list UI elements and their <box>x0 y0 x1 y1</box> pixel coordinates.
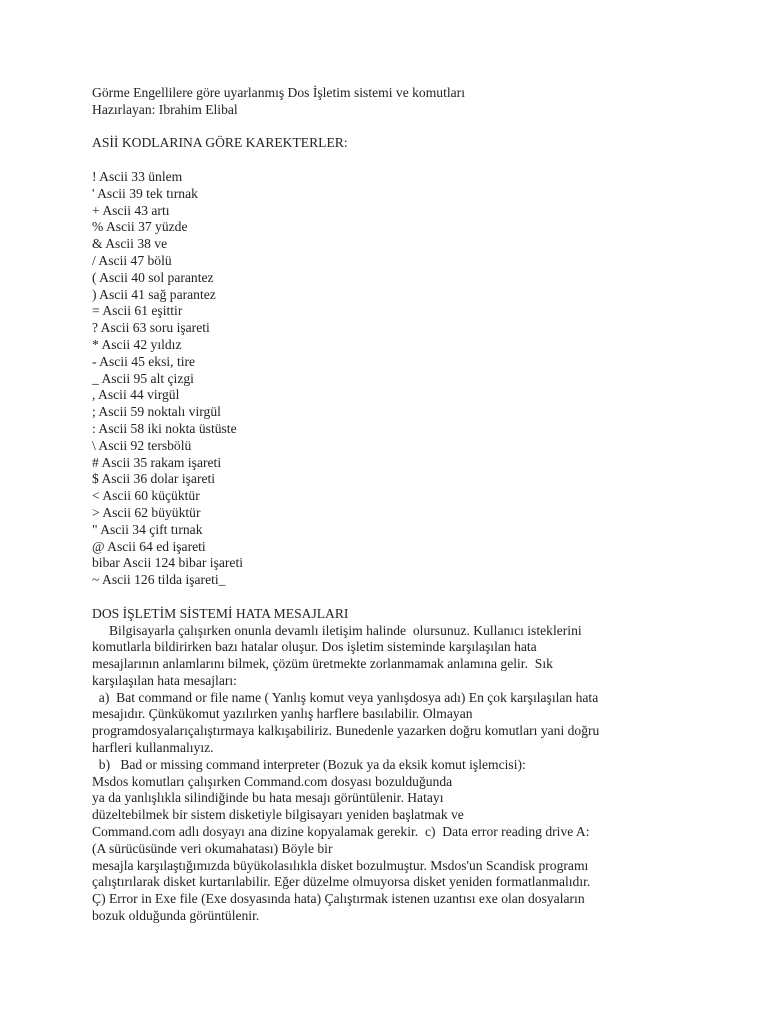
ascii-item: ' Ascii 39 tek tırnak <box>92 185 198 201</box>
paragraph-line: Ç) Error in Exe file (Exe dosyasında hata) Çalıştırmak istenen uzantısı exe olan dosyaların <box>92 891 585 907</box>
ascii-item: , Ascii 44 virgül <box>92 387 180 403</box>
ascii-item: ( Ascii 40 sol parantez <box>92 269 214 285</box>
ascii-item: \ Ascii 92 tersbölü <box>92 437 192 453</box>
spacer <box>92 152 692 169</box>
ascii-item: " Ascii 34 çift tırnak <box>92 521 203 537</box>
ascii-item: ; Ascii 59 noktalı virgül <box>92 404 221 420</box>
ascii-item: $ Ascii 36 dolar işareti <box>92 471 216 487</box>
ascii-item: + Ascii 43 artı <box>92 202 170 218</box>
ascii-item: _ Ascii 95 alt çizgi <box>92 370 194 386</box>
paragraph-line: mesajıdır. Çünkükomut yazılırken yanlış harflere basılabilir. Olmayan <box>92 706 473 722</box>
ascii-item: & Ascii 38 ve <box>92 236 168 252</box>
paragraph-line: mesajlarının anlamlarını bilmek, çözüm üretmekte zorlanmamak anlamına gelir. Sık <box>92 656 553 672</box>
ascii-list <box>92 169 692 589</box>
paragraph-line: ya da yanlışlıkla silindiğinde bu hata mesajı görüntülenir. Hatayı <box>92 790 444 806</box>
ascii-item: ) Ascii 41 sağ parantez <box>92 286 216 302</box>
ascii-item: ! Ascii 33 ünlem <box>92 168 183 184</box>
ascii-item: : Ascii 58 iki nokta üstüste <box>92 420 237 436</box>
document-title: Görme Engellilere göre uyarlanmış Dos İşletim sistemi ve komutları <box>92 85 465 100</box>
paragraph-line: a) Bat command or file name ( Yanlış komut veya yanlışdosya adı) En çok karşılaşılan hata <box>92 689 599 705</box>
ascii-item: < Ascii 60 küçüktür <box>92 488 200 504</box>
paragraph-line: Bilgisayarla çalışırken onunla devamlı iletişim halinde olursunuz. Kullanıcı isteklerini <box>92 622 582 638</box>
ascii-item: / Ascii 47 bölü <box>92 252 172 268</box>
paragraph-line: bozuk olduğunda görüntülenir. <box>92 908 260 924</box>
ascii-item: # Ascii 35 rakam işareti <box>92 454 222 470</box>
ascii-item: bibar Ascii 124 bibar işareti <box>92 555 244 571</box>
paragraph-line: çalıştırılarak disket kurtarılabilir. Eğer düzelme olmuyorsa disket yeniden formatlanmalıdır. <box>92 874 591 890</box>
document-page <box>92 85 692 925</box>
paragraph-line: programdosyalarıçalıştırmaya kalkışabiliriz. Bunedenle yazarken doğru komutları yani doğru <box>92 723 600 739</box>
document-author: Hazırlayan: Ibrahim Elibal <box>92 101 238 117</box>
paragraph-line: Command.com adlı dosyayı ana dizine kopyalamak gerekir. c) Data error reading drive A: <box>92 824 590 840</box>
spacer <box>92 589 692 606</box>
paragraph-line: b) Bad or missing command interpreter (Bozuk ya da eksik komut işlemcisi): <box>92 756 526 772</box>
errors-section-heading: DOS İŞLETİM SİSTEMİ HATA MESAJLARI <box>92 605 349 621</box>
ascii-item: = Ascii 61 eşittir <box>92 303 183 319</box>
ascii-section-heading: ASİİ KODLARINA GÖRE KAREKTERLER: <box>92 135 348 151</box>
ascii-item: @ Ascii 64 ed işareti <box>92 538 206 554</box>
paragraph-line: harfleri kullanmalıyız. <box>92 740 214 756</box>
paragraph-line: karşılaşılan hata mesajları: <box>92 672 237 688</box>
paragraph-line: düzeltebilmek bir sistem disketiyle bilgisayarı yeniden başlatmak ve <box>92 807 464 823</box>
ascii-item: * Ascii 42 yıldız <box>92 336 182 352</box>
spacer <box>92 119 692 136</box>
ascii-item: ? Ascii 63 soru işareti <box>92 320 210 336</box>
ascii-item: ~ Ascii 126 tilda işareti_ <box>92 572 226 588</box>
ascii-item: - Ascii 45 eksi, tire <box>92 353 196 369</box>
paragraph-line: (A sürücüsünde veri okumahatası) Böyle bir <box>92 840 333 856</box>
errors-body <box>92 623 692 925</box>
ascii-item: > Ascii 62 büyüktür <box>92 504 201 520</box>
paragraph-line: komutlarla bildirirken bazı hatalar oluşur. Dos işletim sisteminde karşılaşılan hata <box>92 639 537 655</box>
ascii-item: % Ascii 37 yüzde <box>92 219 188 235</box>
paragraph-line: Msdos komutları çalışırken Command.com dosyası bozulduğunda <box>92 773 453 789</box>
paragraph-line: mesajla karşılaştığımızda büyükolasılıkla disket bozulmuştur. Msdos'un Scandisk programı <box>92 857 589 873</box>
